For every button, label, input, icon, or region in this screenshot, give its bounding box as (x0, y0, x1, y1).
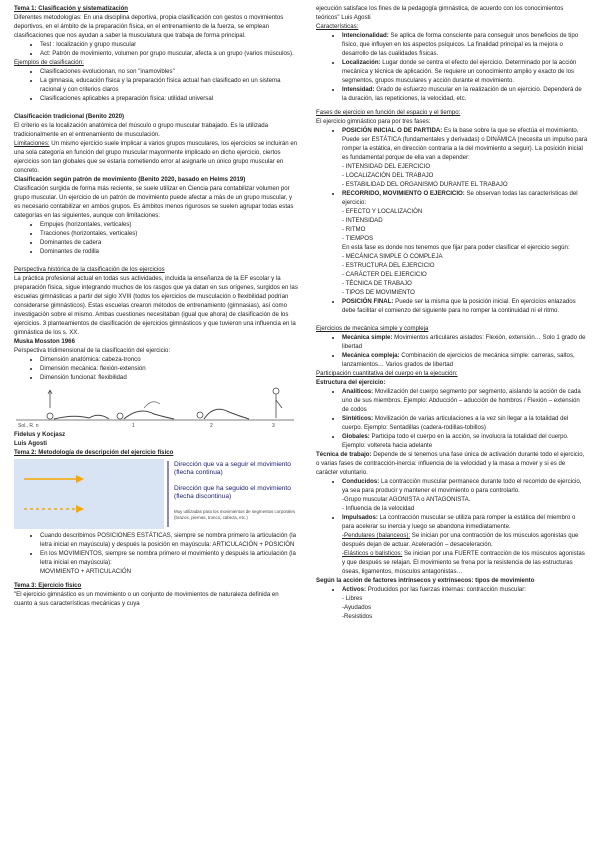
subheading-caracteristicas: Características: (316, 23, 359, 30)
subheading-participacion: Participación cuantitativa del cuerpo en la ejecución: (316, 370, 458, 377)
list-item: • Clasificaciones evolucionan, no son "inamovibles" (40, 67, 298, 76)
sub-line: - EFECTO Y LOCALIZACIÓN (342, 208, 423, 215)
sub-line: - CARÁCTER DEL EJERCICIO (342, 271, 427, 278)
term-text: Lugar donde se centra el efecto del ejercicio. Determinado por la acción mecánica y técnica de aplicación. Se requiere un conocimiento amplio y exacto de los segmentos, grupos musculares y acción durante el movimiento. (342, 59, 577, 84)
legend-text: Dirección que ha seguido el movimiento (174, 485, 291, 492)
term-text: Participa todo el cuerpo en la acción, se involucra la totalidad del cuerpo. Ejemplo: voltereta hacia adelante (342, 433, 569, 449)
list-item: • Act: Patrón de movimiento, volumen por grupo muscular, afecta a un grupo (varios músculos). (40, 49, 298, 58)
sub-line: -Ayudados (342, 604, 372, 611)
list-item: • Dominantes de rodilla (40, 247, 298, 256)
bullet-list (316, 126, 588, 315)
sub-paragraph (342, 531, 588, 549)
list-item (342, 297, 588, 315)
term-text: Es la base sobre la que se efectúa el movimiento. Puede ser ESTÁTICA (fundamentales y derivadas) o DINÁMICA (necesita un impulso para romper la estática, en dirección contraria a la del movimiento a seguir). La posición inicial es fundamental porque de ella van a depender: (342, 127, 588, 161)
term-label: -Pendulares (balanceos): (342, 532, 411, 539)
term-label: Impulsados: (342, 514, 378, 521)
legend-dashed (174, 485, 291, 501)
author-name: Luis Agosti (14, 440, 47, 447)
sub-line: - LOCALIZACIÓN DEL TRABAJO (342, 172, 434, 179)
subheading-fases: Fases de ejercicio en función del espacio y el tiempo: (316, 109, 461, 116)
paragraph: El criterio es la localización anatómica del músculo o grupo muscular trabajado. Es la utilizada tradicionalmente en el entrenamiento de musculación. (14, 122, 269, 138)
heading-tema-2: Tema 2: Metodología de descripción del ejercicio físico (14, 449, 174, 456)
sub-line: En esta fase es donde nos tenemos que fijar para poder clasificar el ejercicio según: (342, 244, 570, 251)
arrow-drawing (14, 459, 164, 529)
term-text: Puede ser la misma que la posición inicial. En ejercicios enlazados debe facilitar el comienzo del siguiente para no romper la continuidad ni el ritmo. (342, 298, 576, 314)
figure-caption: Sol., R. n (18, 423, 39, 428)
list-item: • Test : localización y grupo muscular (40, 40, 298, 49)
paragraph: El ejercicio gimnástico para por tres fases: (316, 118, 431, 125)
bullet-list (316, 585, 588, 621)
term-label: Mecánica simple: (342, 334, 393, 341)
heading-tema-3: Tema 3: Ejercicio físico (14, 582, 82, 589)
paragraph: ejecución satisface los fines de la pedagogía gimnástica, de acuerdo con los conocimientos teóricos" Luis Agosti (316, 5, 564, 21)
list-item: • La gimnasia, educación física y la preparación física actual han clasificado en un sistema racional y con criterios claros (40, 76, 298, 94)
bullet-list (14, 355, 298, 382)
bullet-list (14, 40, 298, 58)
term-text: Se observan todas las características del ejercicio: (342, 190, 578, 206)
list-item (342, 477, 588, 513)
term-label: Analíticos: (342, 388, 374, 395)
paragraph: Clasificación surgida de forma más reciente, se suele utilizar en Ciencia para contabilizar volumen por grupo muscular. Un ejercicio de un patrón de movimiento puede afectar a más de un grupo muscular, y es necesario contabilizar en ambos grupos. Es ámbitos menos rigurosos se suelen agrupar todas estas categorías en las siguientes, aunque con limitaciones: (14, 185, 294, 219)
paragraph: Diferentes metodologías: En una disciplina deportiva, propia clasificación con gestos o movimientos deportivos, en el ámbito de la preparación física, en el entrenamiento de la fuerza, se emplean clasificaciones que nos ayudan a saber la musculatura que trabaja de forma principal. (14, 14, 284, 39)
term-text: Producidos por las fuerzas internas: contracción muscular: (366, 586, 526, 593)
bullet-list (14, 220, 298, 256)
paragraph-tecnica (316, 450, 588, 477)
sub-line: - INTENSIDAD DEL EJERCICIO (342, 163, 431, 170)
paragraph: Perspectiva tridimensional de la clasificación del ejercicio: (14, 347, 171, 354)
list-item (342, 414, 588, 432)
term-label: POSICIÓN INICIAL O DE PARTIDA: (342, 127, 443, 134)
list-item (342, 387, 588, 414)
heading-tema-1: Tema 1: Clasificación y sistematización (14, 5, 129, 12)
author-name: Fidelus y Kocjasz (14, 431, 66, 438)
term-label: Intencionalidad: (342, 32, 389, 39)
term-label: Sintéticos: (342, 415, 374, 422)
term-text: Se aplica de forma consciente para conseguir unos beneficios de tipo físico, que influyen en los aspectos psíquicos. La finalidad principal es la mejora o desarrollo de las cualidades físicas. (342, 32, 579, 57)
list-item: • Dimensión funcional: flexibilidad (40, 373, 298, 382)
figure-number: 2 (210, 423, 213, 428)
arrow-legend (164, 459, 296, 529)
sub-line: - TÉCNICA DE TRABAJO (342, 280, 412, 287)
term-text: La contracción muscular permanece durante todo el recorrido de ejercicio, ya sea para producir y mantener el movimiento o para controlarlo. (342, 478, 582, 494)
subheading-mecanica: Ejercicios de mecánica simple y compleja (316, 325, 429, 332)
sub-paragraph (342, 549, 588, 576)
author-line (14, 430, 298, 439)
legend-note: Muy utilizadas para los movimientos de segmentos corporales (brazos, piernas, tronco, cabeza, etc.) (174, 509, 296, 520)
paragraph-limitaciones (14, 139, 298, 175)
bullet-list (316, 387, 588, 450)
sub-line: -Resistidos (342, 613, 373, 620)
subheading-perspectiva: Perspectiva histórica de la clasificación de los ejercicios (14, 266, 165, 273)
legend-text: (flecha continua) (174, 469, 223, 476)
right-column (316, 4, 588, 621)
sub-line: -Grupo muscular AGONISTA o ANTAGONISTA. (342, 496, 471, 503)
list-item: • Clasificaciones aplicables a preparación física: utilidad universal (40, 94, 298, 103)
stick-figure-drawing (14, 384, 296, 428)
subheading-patron: Clasificación según patrón de movimiento (Benito 2020, basado en Helms 2019) (14, 176, 246, 183)
subheading-accion: Según la acción de factores intrínsecos y extrínsecos: tipos de movimiento (316, 577, 535, 584)
legend-continuous (174, 461, 291, 477)
paragraph: "El ejercicio gimnástico es un movimiento o un conjunto de movimientos de naturaleza definida en cuanto a sus características mecánicas y cuya (14, 591, 279, 607)
term-text: Grado de esfuerzo muscular en la realización de un ejercicio. Dependerá de la duración, las repeticiones, la velocidad, etc. (342, 86, 582, 102)
term-text: Movimientos articulares aislados: Flexión, extensión… Solo 1 grado de libertad (342, 334, 586, 350)
term-text: Se inician por una FUERTE contracción de los músculos agonistas y que después se relajan. El movimiento se frena por la resistencia de las estructuras óseas, ligamentos, músculos antagonistas… (342, 550, 585, 575)
legend-text: Dirección que va a seguir el movimiento (174, 461, 291, 468)
term-label: Mecánica compleja: (342, 352, 400, 359)
list-item (342, 513, 588, 576)
limitaciones-text: Un mismo ejercicio suele implicar a varios grupos musculares, los ejercicios se incluirán en una sola categoría en función del grupo muscular mayormente implicado en dicho ejercicio, ciertos ejercicios son tan globales que se estaría cometiendo error al asignarle un único grupo muscular en concreto. (14, 140, 298, 174)
bullet-list (14, 531, 298, 576)
list-item: • Dominantes de cadera (40, 238, 298, 247)
term-label: Conducidos: (342, 478, 380, 485)
term-label: Técnica de trabajo: (316, 451, 372, 458)
subheading-mosston: Muska Mosston 1966 (14, 338, 75, 345)
bullet-list (316, 477, 588, 576)
term-label: Activos: (342, 586, 367, 593)
term-text: Combinación de ejercicios de mecánica simple: carreras, saltos, lanzamientos… Varios grados de libertad (342, 352, 575, 368)
sub-line: - ESTRUCTURA DEL EJERCICIO (342, 262, 435, 269)
sub-line: - TIPOS DE MOVIMIENTO (342, 289, 415, 296)
list-item (342, 85, 588, 103)
left-column (14, 4, 298, 608)
list-item (342, 189, 588, 297)
bullet-list (316, 333, 588, 369)
subheading-ejemplos: Ejemplos de clasificación: (14, 59, 84, 66)
list-item (342, 351, 588, 369)
list-item-text: En los MOVIMIENTOS, siempre se nombra primero el movimiento y después la articulación (la letra inicial en mayúscula): (40, 550, 296, 566)
limitaciones-label: Limitaciones: (14, 140, 50, 147)
term-label: POSICIÓN FINAL: (342, 298, 394, 305)
term-label: RECORRIDO, MOVIMIENTO O EJERCICIO: (342, 190, 465, 197)
term-text: Se inician por una contracción de los músculos agonistas que después dejan de actuar. Aceleración – desaceleración. (342, 532, 579, 548)
list-item: • Dimensión anatómica: cabeza-tronco (40, 355, 298, 364)
bullet-list (14, 67, 298, 103)
list-item (342, 333, 588, 351)
term-text: La contracción muscular se utiliza para romper la estática del miembro o para acelerar su inercia y luego se abandona inmediatamente. (342, 514, 576, 530)
subheading-tradicional: Clasificación tradicional (Benito 2020) (14, 113, 125, 120)
list-item: • Empujes (horizontales, verticales) (40, 220, 298, 229)
sub-line: - Libres (342, 595, 363, 602)
exercise-figure-illustration (14, 384, 296, 428)
sub-line: - TIEMPOS (342, 235, 374, 242)
list-item (342, 432, 588, 450)
bullet-list (316, 31, 588, 103)
paragraph: La práctica profesional actual en todas sus actividades, incluida la enseñanza de la EF escolar y la preparación física, sigue integrando muchos de los rasgos que ya datan en sus orígenes, surgidos en las escuelas gimnásticas a partir del siglo XVIII (todos los ejercicios de musculación o flexibilidad podrían considerarse gimnásticos). Estas escuelas crearon métodos de entrenamiento (gimnasias), así como investigación sobre el mismo. Ambas cuestiones necesitaban (igual que ahora) de clasificación de los ejercicios. 3 planteamientos de clasificación de ejercicios gimnásticos y que tuvieron una influencia en la gimnástica de los s. XX. (14, 275, 298, 336)
author-line (14, 439, 298, 448)
arrow-panel (14, 459, 164, 529)
legend-text: (flecha discontinua) (174, 493, 232, 500)
term-label: Globales: (342, 433, 370, 440)
sub-line: - ESTABILIDAD DEL ORGANISMO DURANTE EL TRABAJO (342, 181, 508, 188)
term-text: Movilización de varias articulaciones a la vez sin llegar a la totalidad del cuerpo. Ejemplo: Sentadillas (cadera-rodillas-tobillos) (342, 415, 569, 431)
sub-line: - RITMO (342, 226, 366, 233)
term-label: Intensidad: (342, 86, 375, 93)
list-item (40, 549, 298, 576)
sub-line: - MECÁNICA SIMPLE O COMPLEJA (342, 253, 443, 260)
subheading-estructura: Estructura del ejercicio: (316, 379, 386, 386)
list-item: • Dimensión mecánica: flexión-extensión (40, 364, 298, 373)
arrow-legend-figure (14, 459, 296, 529)
sub-line: - INTENSIDAD (342, 217, 383, 224)
list-item (342, 585, 588, 621)
sub-line: - Influencia de la velocidad (342, 505, 415, 512)
list-item (342, 126, 588, 189)
list-item (342, 31, 588, 58)
list-item-formula: MOVIMIENTO + ARTICULACIÓN (40, 568, 132, 575)
list-item: • Tracciones (horizontales, verticales) (40, 229, 298, 238)
term-label: Localización: (342, 59, 381, 66)
term-text: Depende de si tenemos una fase única de activación durante todo el ejercicio, o varias fases de contracción-inercia: influencia de la velocidad y la masa a mover y si es de carácter voluntario. (316, 451, 585, 476)
figure-number: 3 (272, 423, 275, 428)
term-text: Movilización del cuerpo segmento por segmento, aislando la acción de cada uno de sus miembros. Ejemplo: Abducción – aducción de hombros / Flexión – extensión de codos (342, 388, 581, 413)
figure-number: 1 (132, 423, 135, 428)
term-label: -Elásticos o balísticos: (342, 550, 403, 557)
list-item (342, 58, 588, 85)
list-item: • Cuando describimos POSICIONES ESTÁTICAS, siempre se nombra primero la articulación (la letra inicial en mayúscula) y después la posición en mayúscula: ARTICULACIÓN + POSICIÓN (40, 531, 298, 549)
